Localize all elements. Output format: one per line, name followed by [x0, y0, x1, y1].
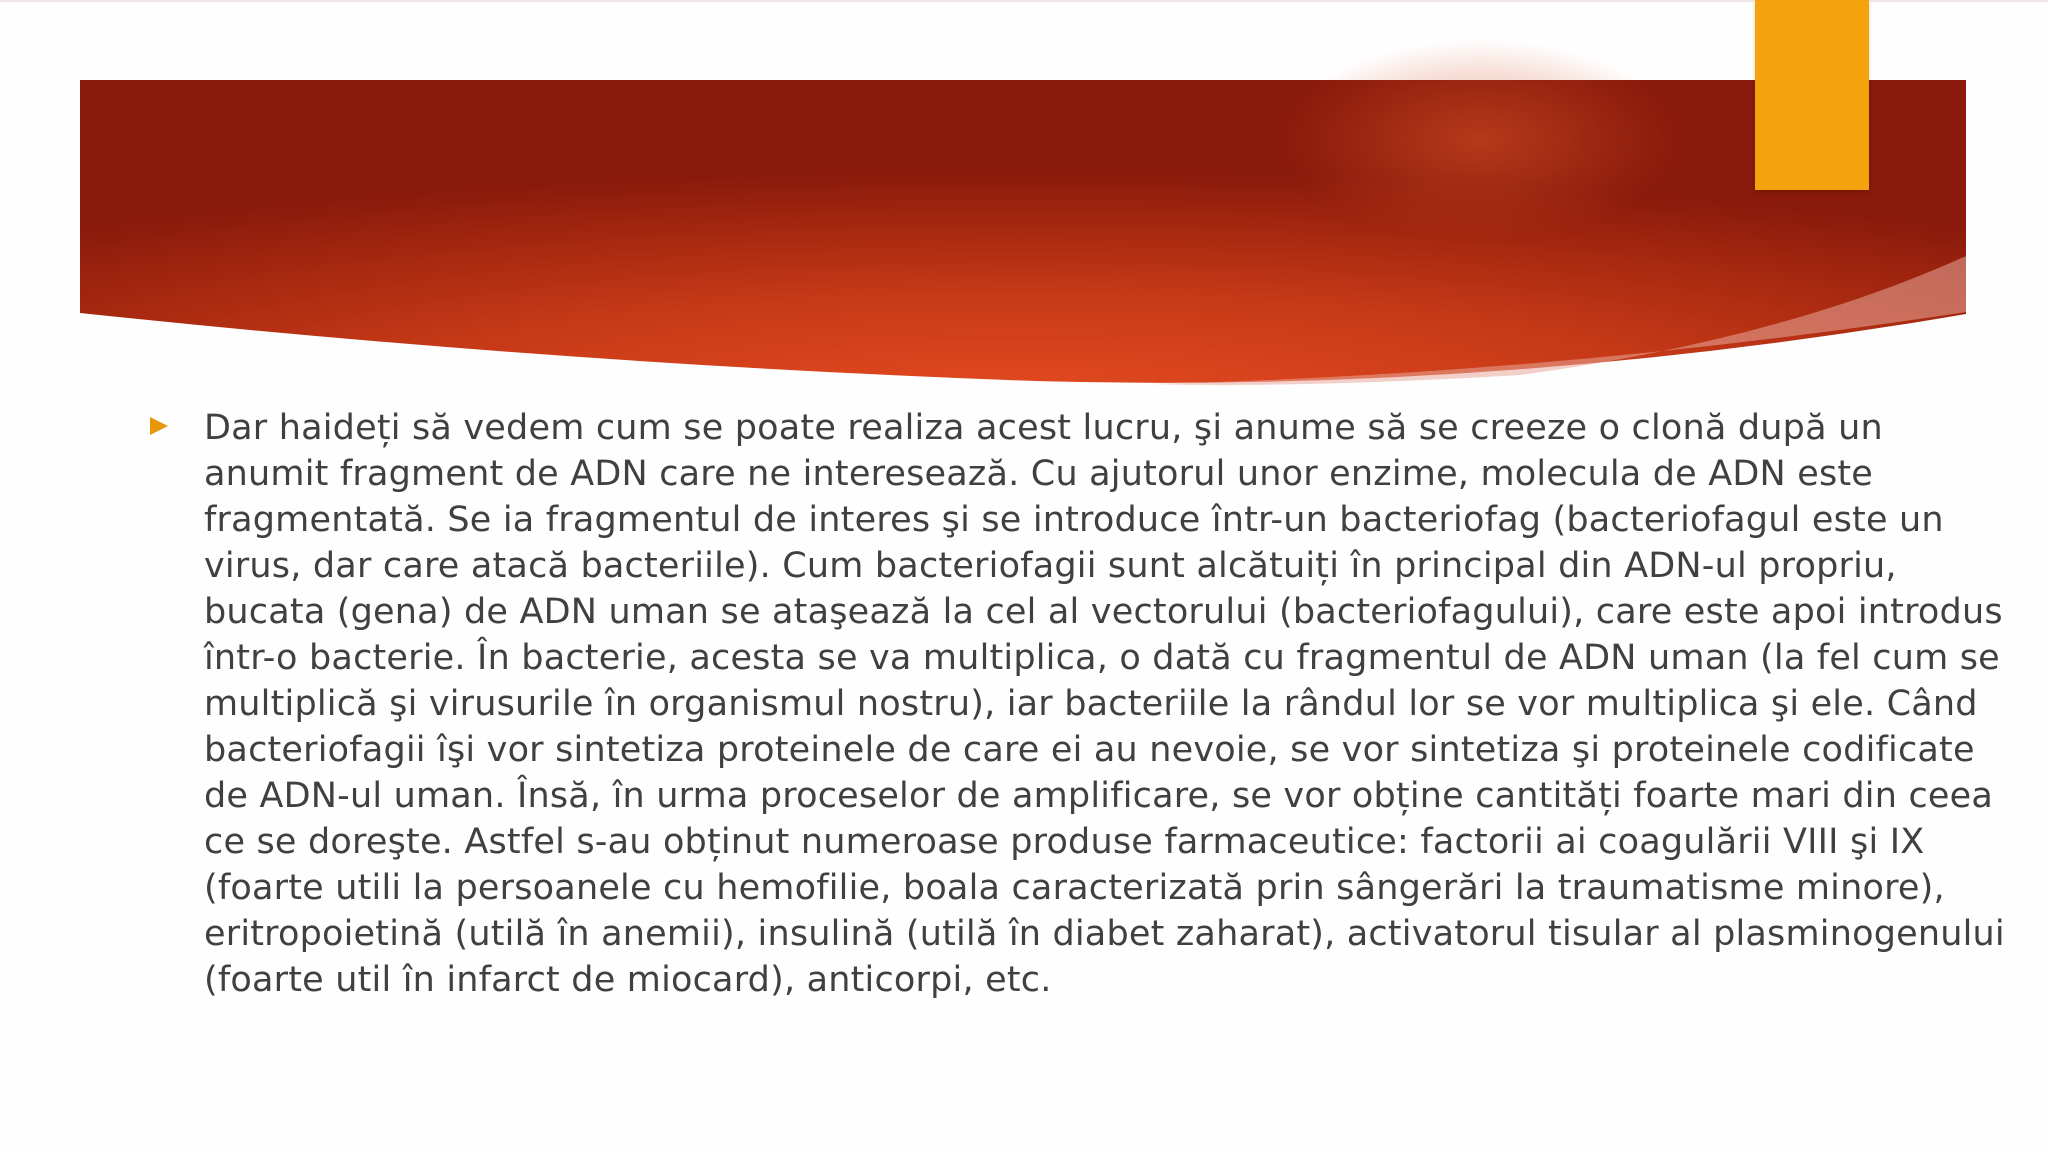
bullet-item	[148, 405, 2008, 1003]
title-banner	[0, 0, 2048, 400]
content-area	[148, 405, 2008, 1003]
bullet-text: Dar haideți să vedem cum se poate realiza acest lucru, şi anume să se creeze o clonă după un anumit fragment de ADN care ne interesează. Cu ajutorul unor enzime, molecula de ADN este fragmentată. Se ia fragmentul de interes şi se introduce într-un bacteriofag (bacteriofagul este un virus, dar care atacă bacteriile). Cum bacteriofagii sunt alcătuiți în principal din ADN-ul propriu, bucata (gena) de ADN uman se ataşează la cel al vectorului (bacteriofagului), care este apoi introdus într-o bacterie. În bacterie, acesta se va multiplica, o dată cu fragmentul de ADN uman (la fel cum se multiplică şi virusurile în organismul nostru), iar bacteriile la rândul lor se vor multiplica şi ele. Când bacteriofagii îşi vor sintetiza proteinele de care ei au nevoie, se vor sintetiza şi proteinele codificate de ADN-ul uman. Însă, în urma proceselor de amplificare, se vor obține cantități foarte mari din ceea ce se doreşte. Astfel s-au obținut numeroase produse farmaceutice: factorii ai coagulării VIII şi IX (foarte utili la persoanele cu hemofilie, boala caracterizată prin sângerări la traumatisme minore), eritropoietină (utilă în anemii), insulină (utilă în diabet zaharat), activatorul tisular al plasminogenului (foarte util în infarct de miocard), anticorpi, etc.	[204, 408, 2005, 1000]
banner-glow	[1280, 40, 1680, 240]
banner-shape	[80, 80, 1966, 383]
accent-tab	[1755, 0, 1869, 190]
triangle-bullet-icon	[150, 417, 168, 435]
